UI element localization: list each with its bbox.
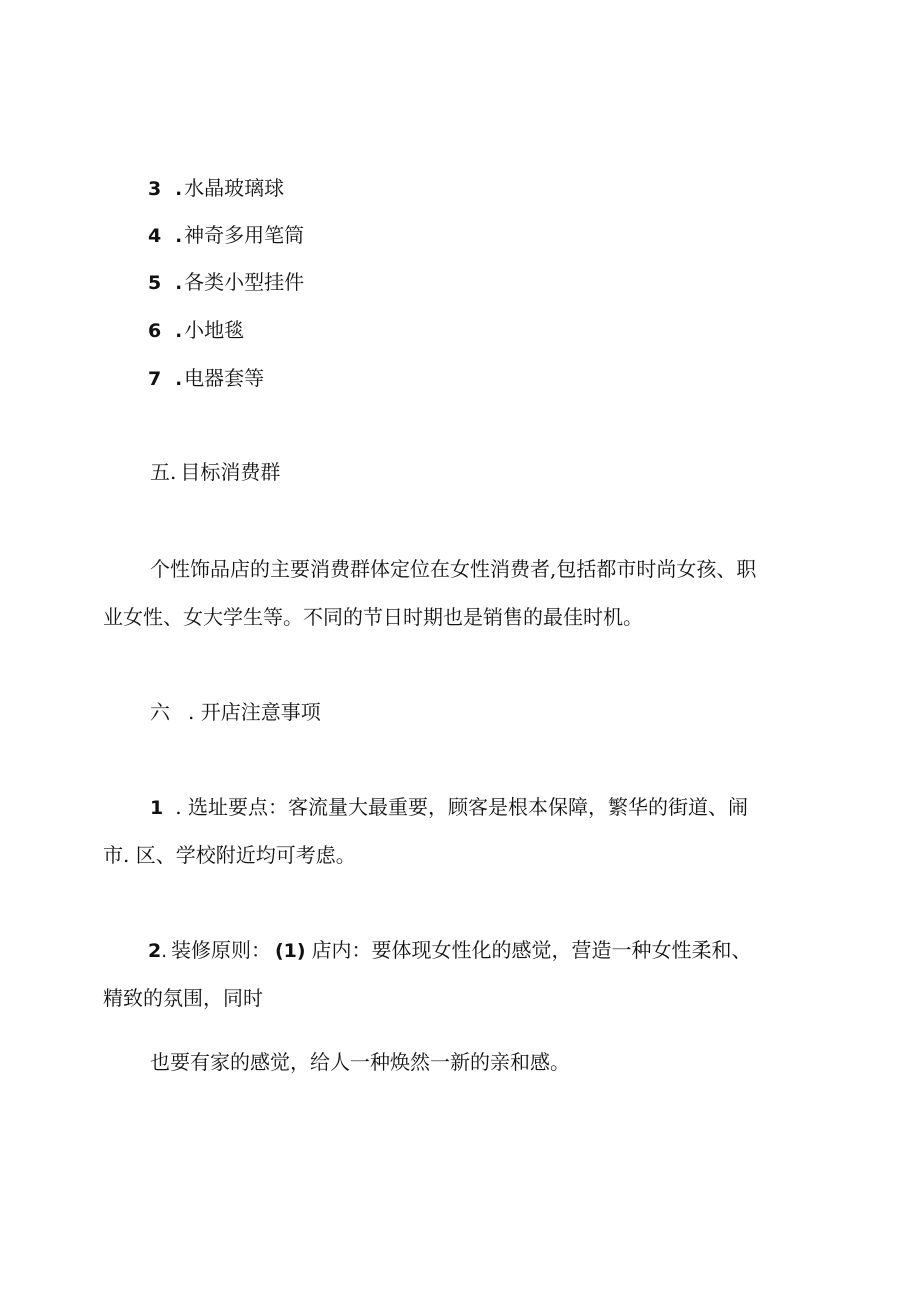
paragraph-line — [150, 793, 748, 822]
paragraph-text: 店内：要体现女性化的感觉，营造一种女性柔和、 — [311, 938, 752, 962]
list-item-number: 7 — [148, 368, 162, 390]
item-number: 2 — [148, 940, 162, 962]
list-item-text: 小地毯 — [184, 318, 245, 342]
paragraph-line — [150, 555, 756, 583]
list-item-number: 5 — [148, 272, 162, 294]
list-item-text: 电器套等 — [184, 366, 265, 390]
item-number: 1 — [150, 797, 164, 819]
list-item-text: 各类小型挂件 — [184, 270, 305, 294]
paragraph-line — [150, 1048, 570, 1076]
paragraph-line — [103, 984, 263, 1012]
item-separator: . — [161, 941, 167, 962]
section-heading-text: 目标消费群 — [180, 460, 281, 484]
sub-item-number: (1) — [274, 940, 306, 962]
list-item-text: 神奇多用笔筒 — [184, 223, 305, 247]
list-item: 7 . 电器套等 — [148, 364, 264, 394]
paragraph-line — [103, 841, 356, 869]
list-item-number: 4 — [148, 225, 162, 247]
list-item-number: 6 — [148, 320, 162, 342]
list-item: 6 . 小地毯 — [148, 316, 244, 346]
section-heading-opening-notes — [150, 698, 321, 726]
section-heading-target-consumers — [150, 458, 280, 486]
paragraph-line — [103, 603, 643, 631]
paragraph-text: 市. 区、学校附近均可考虑。 — [103, 843, 356, 867]
paragraph-text: 精致的氛围，同时 — [103, 986, 263, 1010]
paragraph-text: 业女性、女大学生等。不同的节日时期也是销售的最佳时机。 — [103, 605, 643, 629]
paragraph-text: . 选址要点：客流量大最重要，顾客是根本保障，繁华的街道、闹 — [175, 795, 748, 819]
list-item: 3 . 水晶玻璃球 — [148, 174, 284, 204]
list-item: 5 . 各类小型挂件 — [148, 268, 304, 298]
paragraph-text: 也要有家的感觉，给人一种焕然一新的亲和感。 — [150, 1050, 570, 1074]
section-heading-text: . 开店注意事项 — [188, 700, 321, 724]
paragraph-line — [148, 936, 752, 966]
section-heading-number: 六 — [150, 700, 170, 724]
item-label: 装修原则： — [170, 938, 271, 962]
section-heading-number: 五. — [150, 460, 177, 484]
paragraph-text: 个性饰品店的主要消费群体定位在女性消费者,包括都市时尚女孩、职 — [150, 557, 757, 581]
list-item-text: 水晶玻璃球 — [184, 176, 285, 200]
list-item-number: 3 — [148, 178, 162, 200]
list-item: 4 . 神奇多用笔筒 — [148, 221, 304, 251]
